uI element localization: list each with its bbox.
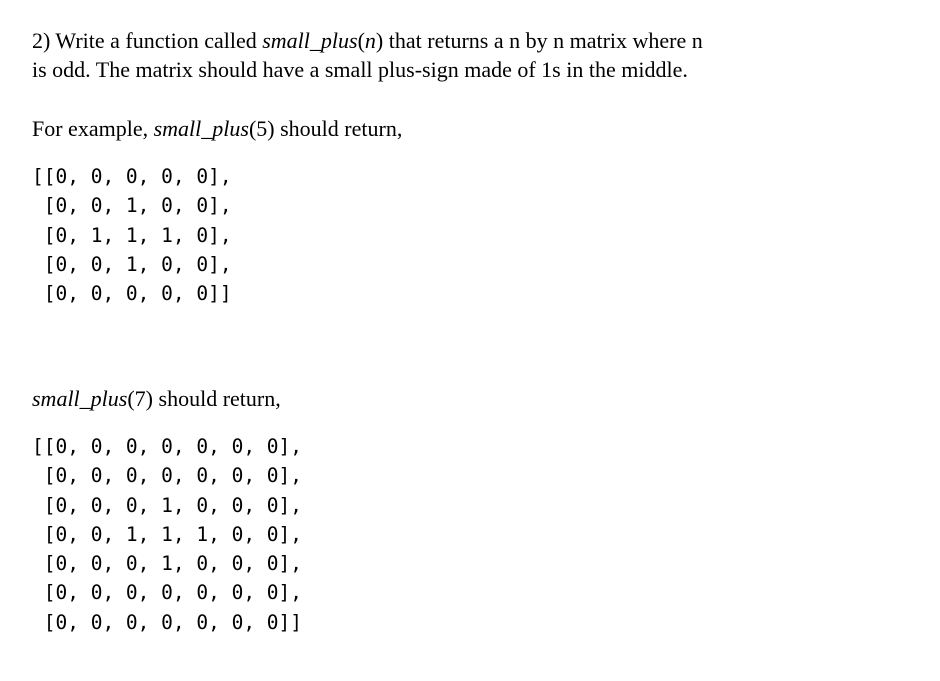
example1-tail: should return, xyxy=(274,116,403,141)
problem-intro-rest: that returns a n by n matrix where n xyxy=(383,28,703,53)
param-name: n xyxy=(364,28,376,53)
function-name: small_plus xyxy=(262,28,358,53)
problem-intro-line2: is odd. The matrix should have a small plus-sign made of 1s in the middle. xyxy=(32,57,688,82)
example2-caption xyxy=(32,384,281,413)
param-open: ( xyxy=(357,28,365,53)
example1-function-name: small_plus xyxy=(153,116,249,141)
example2-function-name: small_plus xyxy=(32,386,128,411)
example1-lead: For example, xyxy=(32,116,154,141)
example1-arg: (5) xyxy=(248,116,275,141)
function-signature xyxy=(262,28,383,53)
param-close: ) xyxy=(375,28,384,53)
problem-intro-lead: 2) Write a function called xyxy=(32,28,263,53)
example1-caption xyxy=(32,114,402,143)
problem-statement xyxy=(32,26,703,84)
example2-output-block: [[0, 0, 0, 0, 0, 0, 0], [0, 0, 0, 0, 0, 0, 0], [0, 0, 0, 1, 0, 0, 0], [0, 0, 1, 1, 1, 0, 0], [0, 0, 0, 1, 0, 0, 0], [0, 0, 0, 0, 0, 0, 0], [0, 0, 0, 0, 0, 0, 0]] xyxy=(32,435,303,634)
example2-arg: (7) xyxy=(127,386,154,411)
example1-output-block: [[0, 0, 0, 0, 0], [0, 0, 1, 0, 0], [0, 1, 1, 1, 0], [0, 0, 1, 0, 0], [0, 0, 0, 0, 0]] xyxy=(32,165,232,306)
example2-tail: should return, xyxy=(153,386,281,411)
